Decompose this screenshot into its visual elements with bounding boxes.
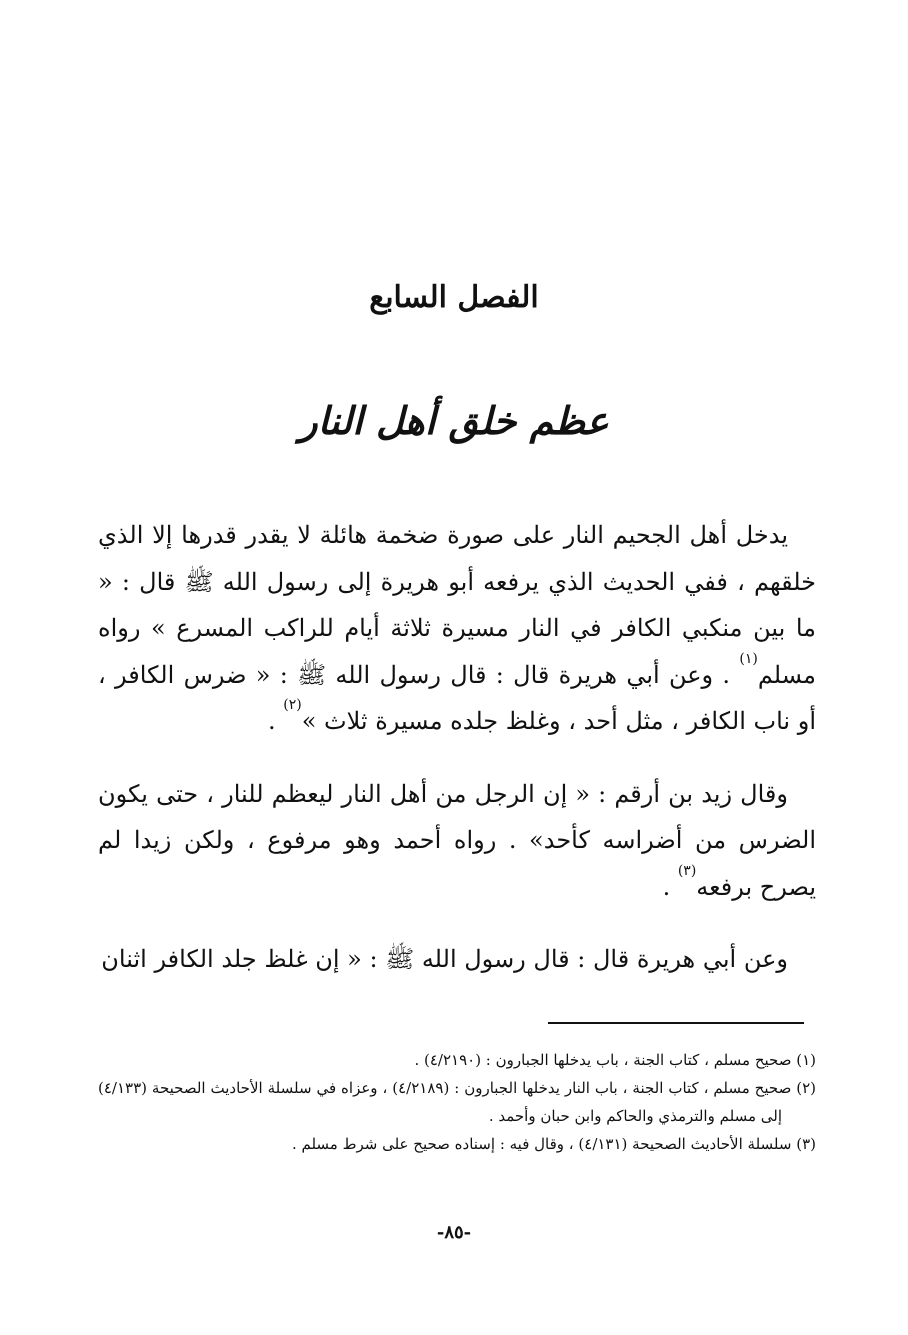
paragraph-text: وعن أبي هريرة قال : قال رسول الله ﷺ : « إن غلظ جلد الكافر اثنان: [101, 945, 788, 973]
footnotes: [98, 1046, 816, 1158]
paragraph-text: . وعن أبي هريرة قال : قال رسول الله ﷺ : « ضرس الكافر ، أو ناب الكافر ، مثل أحد ، وغلظ جلده مسيرة ثلاث »: [98, 660, 816, 735]
footnote-ref: (٢): [283, 697, 302, 713]
chapter-label: الفصل السابع: [369, 280, 539, 315]
page-number: -٨٥-: [436, 1222, 472, 1243]
footnote: (١) صحيح مسلم ، كتاب الجنة ، باب يدخلها الجبارون : (٤/٢١٩٠) .: [414, 1051, 816, 1069]
paragraph: [98, 936, 816, 983]
paragraph-text: .: [267, 707, 284, 735]
chapter-title: عظم خلق أهل النار: [299, 398, 609, 443]
footnote: (٢) صحيح مسلم ، كتاب الجنة ، باب النار يدخلها الجبارون : (٤/٢١٨٩) ، وعزاه في سلسلة الأحاديث الصحيحة (٤/١٣٣) إلى مسلم والترمذي والحاكم وابن حبان وأحمد .: [98, 1079, 817, 1125]
paragraph: [98, 771, 816, 911]
paragraph-text: يدخل أهل الجحيم النار على صورة ضخمة هائلة لا يقدر قدرها إلا الذي خلقهم ، ففي الحديث الذي يرفعه أبو هريرة إلى رسول الله ﷺ قال : « ما بين منكبي الكافر في النار مسيرة ثلاثة أيام للراكب المسرع » رواه مسلم: [98, 521, 816, 689]
paragraph-text: وقال زيد بن أرقم : « إن الرجل من أهل النار ليعظم للنار ، حتى يكون الضرس من أضراسه كأحد» . رواه أحمد وهو مرفوع ، ولكن زيدا لم يصرح برفعه: [98, 779, 816, 901]
paragraph: [98, 512, 816, 745]
footnote: (٣) سلسلة الأحاديث الصحيحة (٤/١٣١) ، وقال فيه : إسناده صحيح على شرط مسلم .: [291, 1135, 816, 1153]
footnote-ref: (١): [739, 650, 758, 667]
footnote-ref: (٣): [677, 862, 697, 879]
paragraph-text: .: [662, 872, 678, 901]
body-text: [98, 512, 816, 983]
footnote-divider: [548, 1022, 804, 1024]
